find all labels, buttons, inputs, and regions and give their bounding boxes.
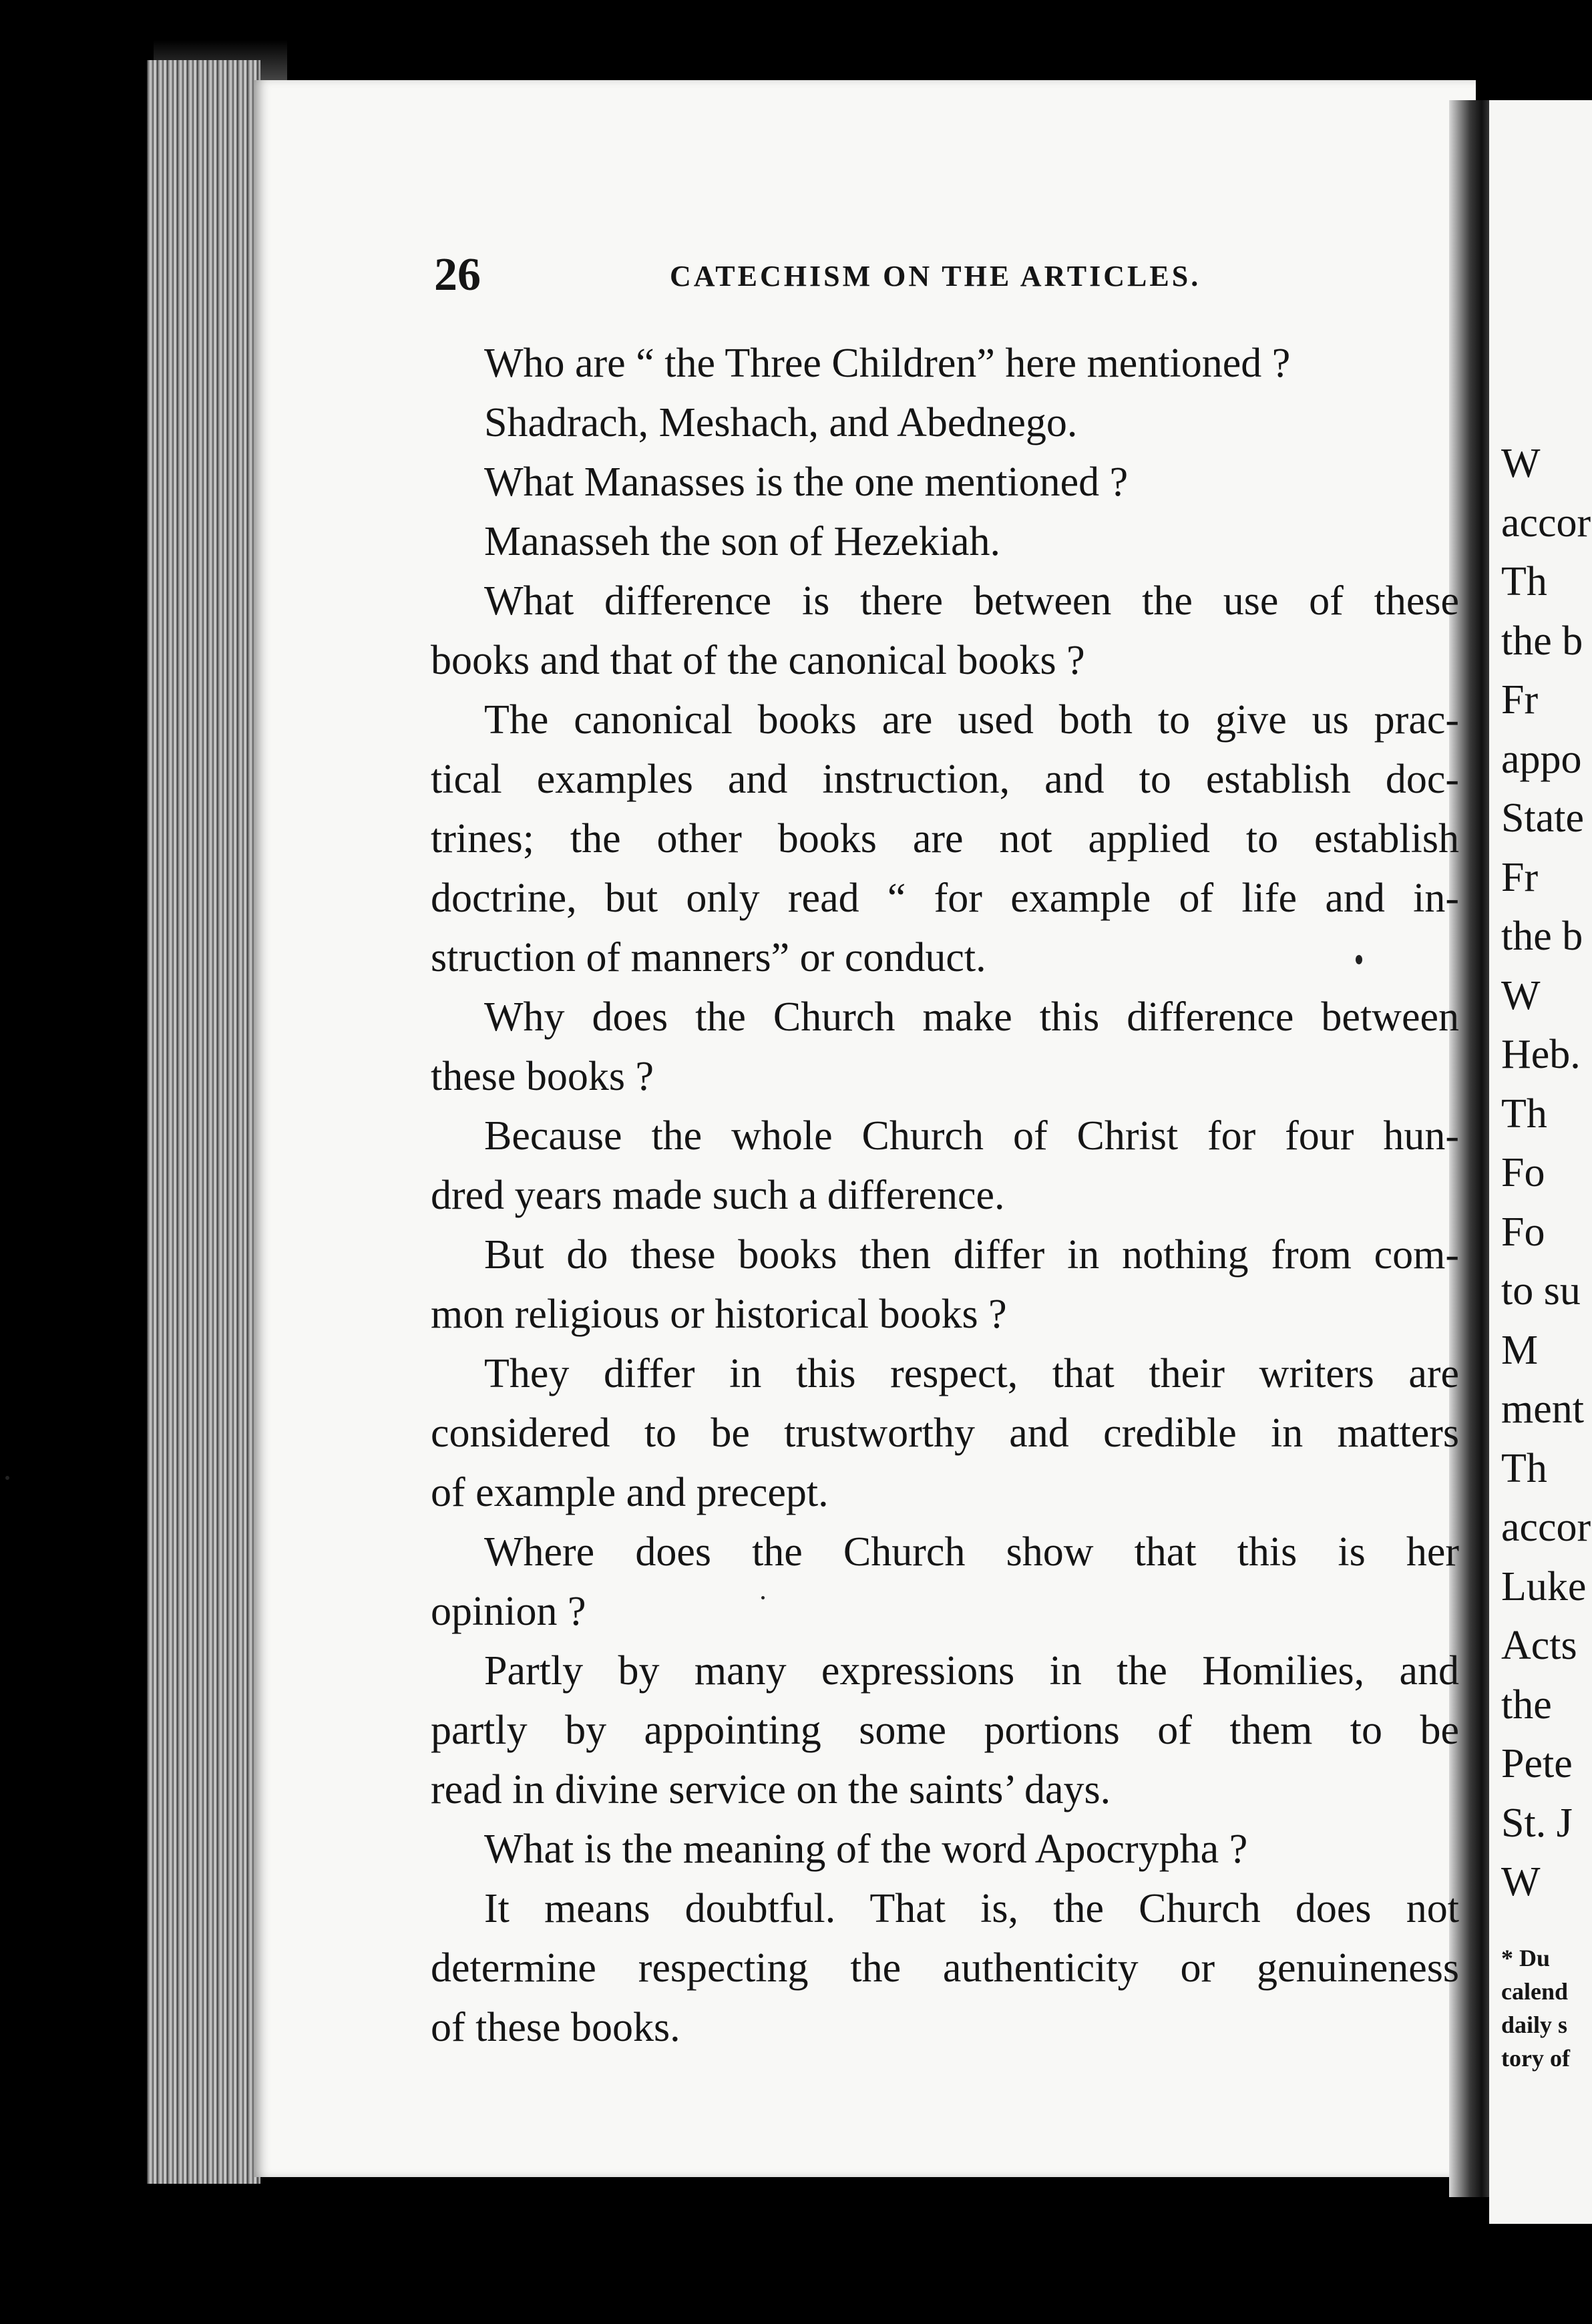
answer-line: determine respecting the authenticity or genuineness — [431, 1945, 1459, 1991]
answer-line: dred years made such a difference. — [431, 1173, 1005, 1218]
answer-line: of example and precept. — [431, 1470, 829, 1515]
facing-page-line: accor — [1501, 500, 1591, 546]
facing-page-line: Heb. — [1501, 1032, 1581, 1077]
body-text — [431, 334, 1459, 2058]
facing-page-line: W — [1501, 441, 1541, 486]
question-line: What is the meaning of the word Apocrypha ? — [484, 1826, 1248, 1872]
answer-line: Manasseh the son of Hezekiah. — [484, 519, 1001, 564]
question-line: opinion ? — [431, 1589, 586, 1634]
answer-line: doctrine, but only read “ for example of life and in- — [431, 876, 1459, 921]
facing-page-line: the b — [1501, 618, 1583, 664]
answer-line: Because the whole Church of Christ for four hun- — [484, 1113, 1459, 1159]
question-line: Where does the Church show that this is her — [484, 1529, 1459, 1575]
facing-page-line: the — [1501, 1682, 1552, 1728]
question-line: But do these books then differ in nothing from com- — [484, 1232, 1459, 1278]
facing-page-line: Acts — [1501, 1623, 1577, 1668]
facing-page-line: appo — [1501, 736, 1582, 782]
facing-page — [1489, 100, 1592, 2224]
ink-speck — [761, 1596, 765, 1599]
facing-page-line: Th — [1501, 1445, 1547, 1491]
facing-page-line: State — [1501, 795, 1584, 841]
answer-line: considered to be trustworthy and credible in matters — [431, 1410, 1459, 1456]
facing-page-line: Luke — [1501, 1563, 1587, 1609]
page-number: 26 — [434, 249, 481, 301]
question-line: books and that of the canonical books ? — [431, 638, 1085, 683]
answer-line: struction of manners” or conduct. — [431, 935, 986, 980]
footnote-gap — [1501, 1912, 1591, 1941]
facing-page-line: Th — [1501, 1091, 1547, 1137]
facing-page-line: Fr — [1501, 854, 1539, 900]
answer-line: tical examples and instruction, and to establish doc- — [431, 757, 1459, 802]
facing-page-footnote-line: tory of — [1501, 2044, 1570, 2072]
facing-page-line: the b — [1501, 914, 1583, 959]
facing-page-text — [1501, 434, 1591, 2075]
running-head: CATECHISM ON THE ARTICLES. — [670, 260, 1201, 293]
facing-page-line: Th — [1501, 559, 1547, 604]
ink-speck — [5, 1476, 9, 1480]
facing-page-line: Fr — [1501, 677, 1539, 723]
question-line: mon religious or historical books ? — [431, 1292, 1007, 1337]
answer-line: trines; the other books are not applied to establish — [431, 816, 1459, 861]
question-line: What difference is there between the use of these — [484, 578, 1459, 624]
facing-page-footnote-line: * Du — [1501, 1944, 1551, 1971]
facing-page-line: W — [1501, 1859, 1541, 1905]
answer-line: Partly by many expressions in the Homilies, and — [484, 1648, 1459, 1694]
question-line: Why does the Church make this difference between — [484, 994, 1459, 1040]
page-header — [434, 248, 1235, 309]
answer-line: read in divine service on the saints’ days. — [431, 1767, 1111, 1812]
facing-page-line: accor — [1501, 1505, 1591, 1550]
facing-page-line: St. J — [1501, 1800, 1573, 1846]
facing-page-line: Pete — [1501, 1741, 1573, 1786]
facing-page-line: M — [1501, 1327, 1539, 1373]
page-edges — [147, 60, 260, 2184]
ink-speck — [1356, 955, 1362, 964]
answer-line: It means doubtful. That is, the Church does not — [484, 1886, 1459, 1931]
question-line: What Manasses is the one mentioned ? — [484, 459, 1129, 505]
facing-page-footnote-line: daily s — [1501, 2011, 1568, 2038]
facing-page-footnote-line: calend — [1501, 1977, 1569, 2005]
facing-page-line: Fo — [1501, 1150, 1545, 1195]
facing-page-line: to su — [1501, 1268, 1581, 1314]
answer-line: Shadrach, Meshach, and Abednego. — [484, 400, 1078, 445]
question-line: these books ? — [431, 1054, 654, 1099]
answer-line: They differ in this respect, that their writers are — [484, 1351, 1459, 1396]
answer-line: The canonical books are used both to give us prac- — [484, 697, 1459, 743]
answer-line: partly by appointing some portions of them to be — [431, 1708, 1459, 1753]
facing-page-line: ment — [1501, 1386, 1584, 1432]
question-line: Who are “ the Three Children” here mentioned ? — [484, 341, 1291, 386]
facing-page-line: Fo — [1501, 1209, 1545, 1255]
facing-page-line: W — [1501, 972, 1541, 1018]
answer-line: of these books. — [431, 2005, 680, 2050]
